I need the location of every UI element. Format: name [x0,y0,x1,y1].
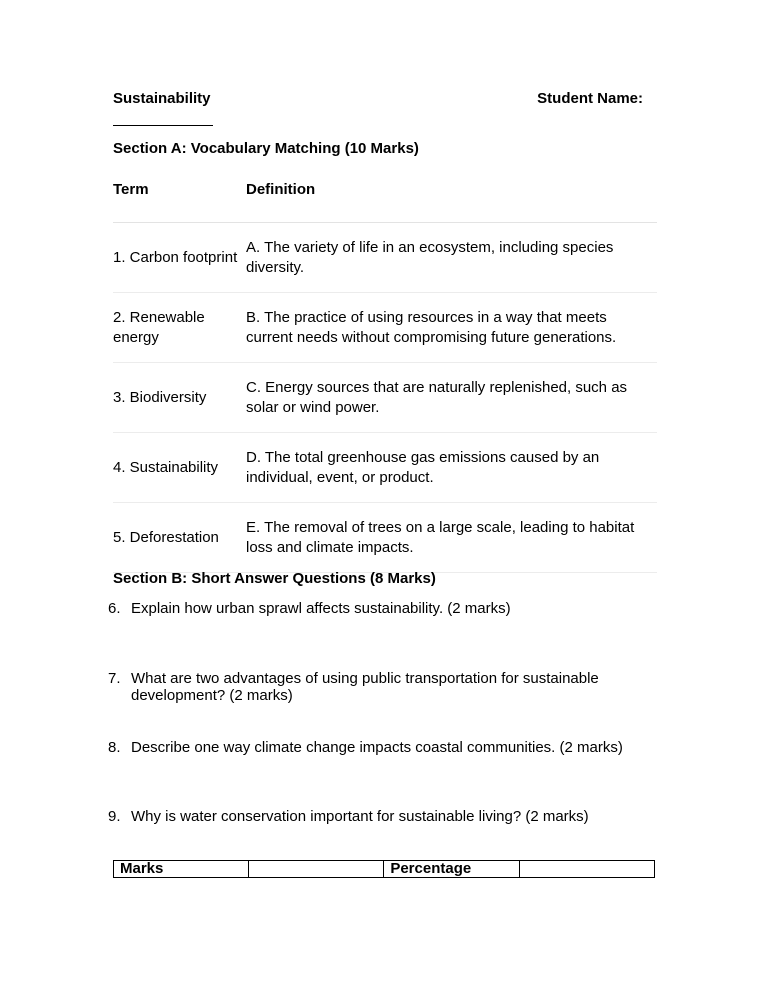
question-number: 6. [108,600,121,617]
question-text: Why is water conservation important for sustainable living? (2 marks) [131,808,589,825]
term-cell: 5. Deforestation [113,528,219,546]
definition-column-header: Definition [246,181,316,198]
student-name-label: Student Name: [537,90,643,107]
marks-table-row [114,861,655,878]
term-cell: 4. Sustainability [113,458,219,476]
vocabulary-row [113,433,657,503]
vocabulary-header-row [113,178,657,223]
term-cell: 3. Biodiversity [113,388,207,406]
question-item [108,600,628,617]
question-number: 9. [108,808,121,825]
term-column-header: Term [113,181,149,198]
question-item [108,739,628,756]
question-item [108,808,628,825]
marks-value-cell[interactable] [249,861,384,878]
term-cell: 1. Carbon footprint [113,248,238,266]
vocabulary-table [113,178,657,573]
question-text: Describe one way climate change impacts coastal communities. (2 marks) [131,739,623,756]
marks-label-cell: Marks [114,861,249,878]
definition-cell: C. Energy sources that are naturally replenished, such as solar or wind power. [246,378,628,416]
section-b-heading: Section B: Short Answer Questions (8 Marks) [113,570,436,587]
percentage-label-cell: Percentage [384,861,520,878]
percentage-value-cell[interactable] [519,861,654,878]
definition-cell: D. The total greenhouse gas emissions caused by an individual, event, or product. [246,448,600,486]
section-a-heading: Section A: Vocabulary Matching (10 Marks) [113,140,419,157]
worksheet-title: Sustainability [113,90,211,107]
question-item [108,670,628,704]
definition-cell: A. The variety of life in an ecosystem, including species diversity. [246,238,614,276]
vocabulary-row [113,293,657,363]
vocabulary-row [113,503,657,573]
term-cell: 2. Renewable energy [113,308,205,346]
question-text: Explain how urban sprawl affects sustainability. (2 marks) [131,600,511,617]
question-number: 8. [108,739,121,756]
question-text: What are two advantages of using public transportation for sustainable development? (2 marks) [131,670,599,704]
definition-cell: B. The practice of using resources in a way that meets current needs without compromising future generations. [246,308,617,346]
vocabulary-row [113,363,657,433]
student-name-blank[interactable] [113,125,213,126]
vocabulary-row [113,223,657,293]
question-number: 7. [108,670,121,687]
definition-cell: E. The removal of trees on a large scale, leading to habitat loss and climate impacts. [246,518,635,556]
marks-table [113,860,655,878]
